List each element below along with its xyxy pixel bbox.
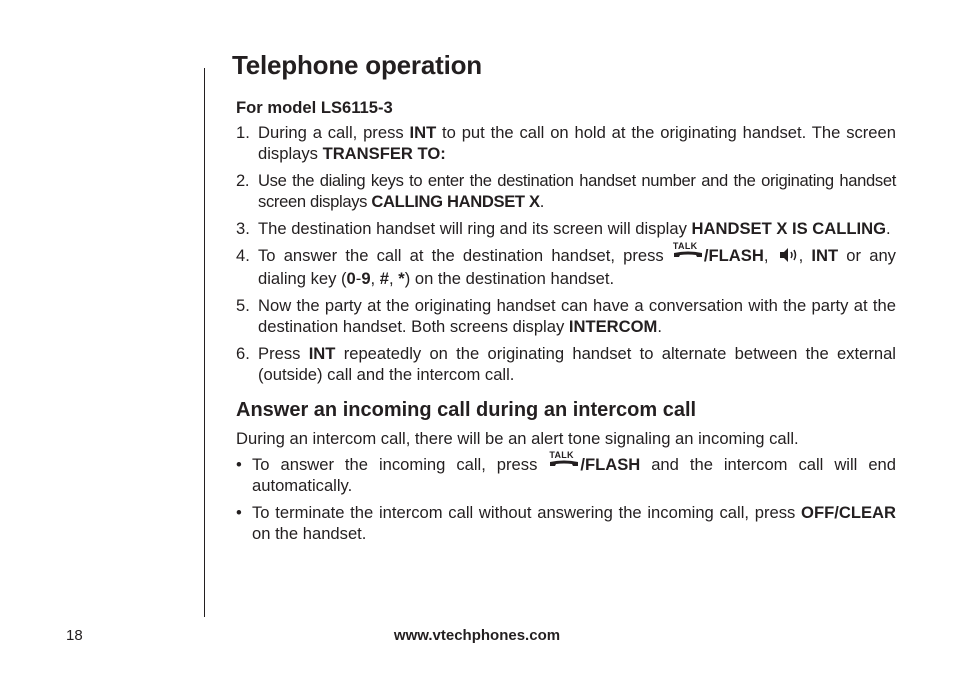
step-text: To answer the call at the destination handset, press — [258, 246, 672, 265]
step-number: 6. — [236, 344, 250, 363]
step-item — [236, 170, 896, 212]
bullet-text: To terminate the intercom call without answering the incoming call, press — [252, 503, 802, 522]
speakerphone-icon — [777, 247, 799, 268]
step-text: , — [798, 246, 812, 265]
step-text: , — [389, 269, 399, 288]
step-text: . — [657, 317, 662, 336]
step-text: - — [355, 269, 362, 288]
bullet-item — [236, 502, 896, 544]
step-item — [236, 218, 896, 239]
step-text: Use the dialing keys to enter the destination handset number and the originating handset screen displays — [258, 171, 896, 211]
step-number: 2. — [236, 171, 250, 190]
bullet-item — [236, 450, 896, 496]
talk-label: TALK — [672, 241, 698, 251]
key-flash: /FLASH — [580, 455, 641, 474]
bullet-text: and the intercom call will end automatically. — [252, 455, 896, 495]
step-text: ) on the destination handset. — [404, 269, 615, 288]
display-text: TRANSFER TO: — [322, 144, 446, 163]
step-number: 1. — [236, 123, 250, 142]
step-text: repeatedly on the originating handset to alternate between the external (outside) call and the intercom call. — [258, 344, 896, 384]
key-int: INT — [811, 246, 839, 265]
main-content — [236, 97, 896, 550]
steps-list — [236, 122, 896, 385]
step-number: 5. — [236, 296, 250, 315]
step-text: Press — [258, 344, 309, 363]
page-title: Telephone operation — [232, 50, 482, 80]
page-number: 18 — [66, 627, 83, 644]
footer-url: www.vtechphones.com — [393, 627, 561, 644]
step-text: Now the party at the originating handset can have a conversation with the party at the destination handset. Both screens display — [258, 296, 896, 336]
handset-glyph — [548, 460, 580, 470]
step-item — [236, 122, 896, 164]
talk-handset-icon — [672, 241, 704, 263]
section-heading: Answer an incoming call during an intercom call — [236, 399, 697, 421]
step-number: 3. — [236, 219, 250, 238]
step-text: , — [370, 269, 380, 288]
step-text: . — [539, 192, 544, 211]
margin-rule — [204, 68, 205, 617]
handset-glyph — [672, 251, 704, 261]
bullet-mark: • — [236, 455, 242, 474]
step-item — [236, 241, 896, 289]
section-intro: During an intercom call, there will be an alert tone signaling an incoming call. — [236, 429, 799, 448]
bullet-mark: • — [236, 503, 242, 522]
key-0: 0 — [346, 269, 356, 288]
bullet-list — [236, 450, 896, 544]
model-heading: For model LS6115-3 — [236, 98, 393, 117]
step-text: , — [763, 246, 777, 265]
step-text: During a call, press — [258, 123, 410, 142]
talk-label: TALK — [549, 450, 574, 460]
step-text: . — [886, 219, 891, 238]
bullet-text: To answer the incoming call, press — [252, 455, 549, 474]
step-text: to put the call on hold at the originating handset. The screen displays — [258, 123, 896, 163]
key-int: INT — [409, 123, 437, 142]
display-text: HANDSET X IS CALLING — [691, 219, 887, 238]
step-number: 4. — [236, 246, 250, 265]
step-item — [236, 343, 896, 385]
display-text: CALLING HANDSET X — [371, 192, 540, 211]
display-text: INTERCOM — [568, 317, 658, 336]
key-flash: /FLASH — [703, 246, 764, 265]
key-9: 9 — [361, 269, 371, 288]
step-item — [236, 295, 896, 337]
step-text: The destination handset will ring and its screen will display — [258, 219, 692, 238]
step-text: or any dialing key ( — [258, 246, 896, 288]
bullet-text: on the handset. — [252, 524, 367, 543]
key-star: * — [398, 269, 405, 288]
talk-handset-icon — [548, 450, 580, 472]
key-int: INT — [308, 344, 336, 363]
key-off-clear: OFF/CLEAR — [801, 503, 896, 522]
key-pound: # — [379, 269, 390, 288]
